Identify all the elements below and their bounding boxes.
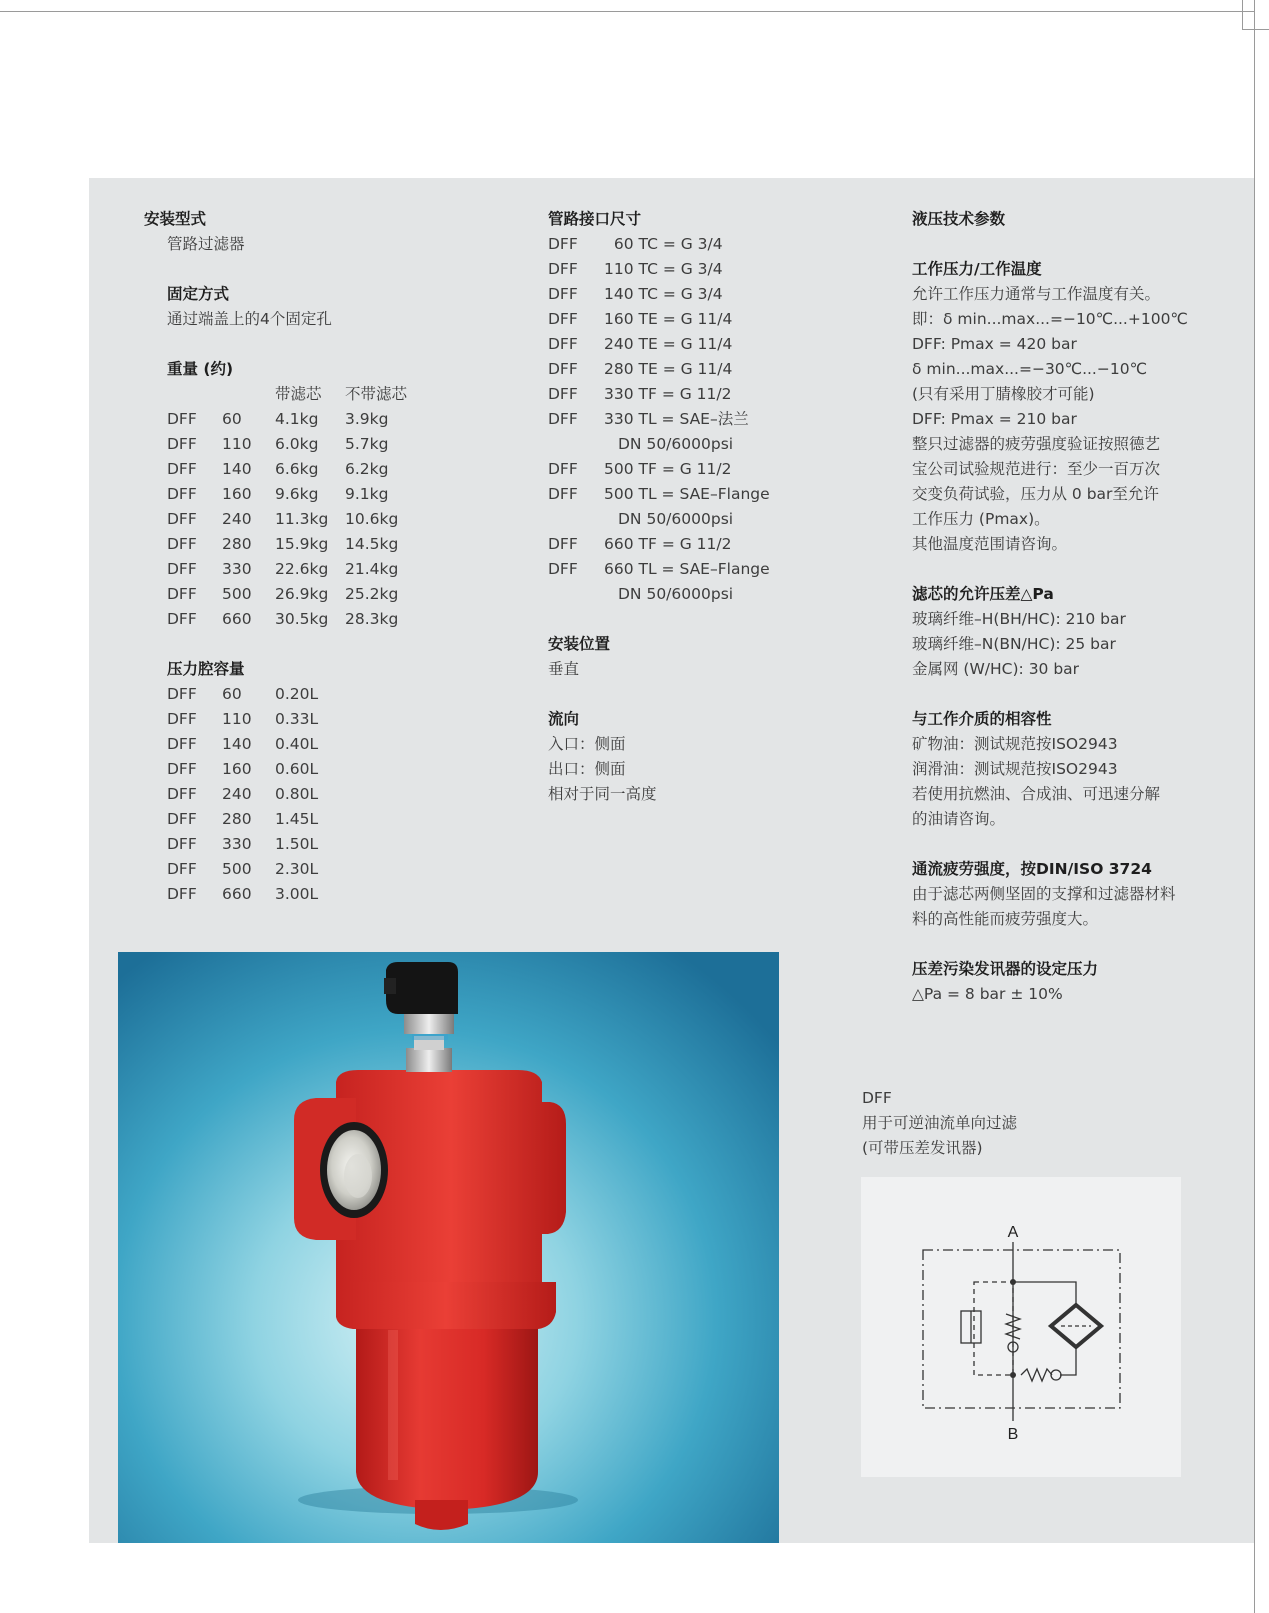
size-cell: 660 <box>222 885 252 903</box>
size-cell: 160 <box>222 485 252 503</box>
model-cell: DFF <box>548 310 578 328</box>
port-spec-cell: 660 TF = G 11/2 <box>604 535 732 553</box>
port-spec-cell: DN 50/6000psi <box>618 510 734 528</box>
port-spec-cell: 330 TL = SAE–法兰 <box>604 410 749 428</box>
size-cell: 160 <box>222 760 252 778</box>
connector-screw <box>384 978 396 994</box>
crop-mark <box>1242 0 1243 30</box>
junction-dot <box>1010 1279 1016 1285</box>
weight-without-cell: 6.2kg <box>345 460 389 478</box>
crop-line-top <box>0 11 1255 12</box>
dp-line: 金属网 (W/HC): 30 bar <box>912 660 1080 678</box>
port-spec-cell: DN 50/6000psi <box>618 585 734 603</box>
caption-model: DFF <box>862 1089 892 1107</box>
port-spec-cell: 160 TE = G 11/4 <box>604 310 733 328</box>
volume-row <box>167 807 407 832</box>
flow-line: 出口：侧面 <box>548 760 626 778</box>
model-cell <box>548 432 604 457</box>
port-spec-cell: 330 TF = G 11/2 <box>604 385 732 403</box>
fatigue-heading: 通流疲劳强度，按DIN/ISO 3724 <box>912 860 1152 878</box>
port-row <box>548 507 770 532</box>
filter-illustration <box>118 952 779 1543</box>
model-cell: DFF <box>548 385 578 403</box>
fix-value: 通过端盖上的4个固定孔 <box>167 310 332 328</box>
model-cell: DFF <box>548 260 578 278</box>
model-cell: DFF <box>548 410 578 428</box>
model-cell <box>548 507 604 532</box>
port-row <box>548 482 770 507</box>
filter-bowl <box>356 1310 538 1510</box>
weight-col-without: 不带滤芯 <box>345 385 408 403</box>
pt-line: δ min...max...=−30℃...−10℃ <box>912 360 1147 378</box>
weight-with-cell: 11.3kg <box>275 510 329 528</box>
weight-row <box>167 457 407 482</box>
electrical-connector <box>386 962 458 1014</box>
weight-without-cell: 25.2kg <box>345 585 399 603</box>
inner-frame <box>974 1282 1013 1375</box>
size-cell: 330 <box>222 560 252 578</box>
caption-line2: (可带压差发讯器) <box>862 1139 983 1157</box>
highlight <box>388 1330 398 1480</box>
weight-row <box>167 532 407 557</box>
pt-heading: 工作压力/工作温度 <box>912 260 1042 278</box>
pt-line: 即：δ min...max...=−10℃...+100℃ <box>912 310 1188 328</box>
schematic-symbol <box>861 1177 1181 1477</box>
position-value: 垂直 <box>548 660 580 678</box>
port-row <box>548 432 770 457</box>
caption-line1: 用于可逆油流单向过滤 <box>862 1114 1018 1132</box>
weight-without-cell: 21.4kg <box>345 560 399 578</box>
drain-plug <box>415 1500 468 1530</box>
volume-cell: 0.80L <box>275 785 319 803</box>
volume-row <box>167 857 407 882</box>
compat-heading: 与工作介质的相容性 <box>912 710 1052 728</box>
indicator-heading: 压差污染发讯器的设定压力 <box>912 960 1099 978</box>
pt-line: (只有采用丁腈橡胶才可能) <box>912 385 1095 403</box>
filter-inlet-line <box>1013 1282 1076 1307</box>
pt-line: 宝公司试验规范进行：至少一百万次 <box>912 460 1161 478</box>
flow-heading: 流向 <box>548 710 580 728</box>
model-cell: DFF <box>548 235 578 253</box>
port-row <box>548 332 770 357</box>
port-row <box>548 257 770 282</box>
volume-row <box>167 707 407 732</box>
port-row <box>548 532 770 557</box>
port-spec-cell: 280 TE = G 11/4 <box>604 360 733 378</box>
port-spec-cell: 110 TC = G 3/4 <box>604 260 723 278</box>
weight-row <box>167 482 407 507</box>
fix-heading: 固定方式 <box>167 285 230 303</box>
indicator-hex <box>406 1048 452 1072</box>
size-cell: 60 <box>222 685 242 703</box>
model-cell: DFF <box>167 760 197 778</box>
volume-cell: 1.45L <box>275 810 319 828</box>
size-cell: 330 <box>222 835 252 853</box>
flow-line: 相对于同一高度 <box>548 785 657 803</box>
volume-row <box>167 682 407 707</box>
dp-line: 玻璃纤维–H(BH/HC): 210 bar <box>912 610 1126 628</box>
volume-cell: 1.50L <box>275 835 319 853</box>
port-b-label: B <box>1007 1426 1019 1443</box>
port-row <box>548 457 770 482</box>
model-cell: DFF <box>548 285 578 303</box>
indicator-nut <box>404 1012 454 1034</box>
volume-cell: 0.33L <box>275 710 319 728</box>
port-row <box>548 557 770 582</box>
junction-dot <box>1010 1372 1016 1378</box>
pt-line: 其他温度范围请咨询。 <box>912 535 1068 553</box>
mount-heading: 安装型式 <box>144 210 207 228</box>
compat-line: 若使用抗燃油、合成油、可迅速分解 <box>912 785 1161 803</box>
model-cell: DFF <box>167 585 197 603</box>
weight-with-cell: 30.5kg <box>275 610 329 628</box>
port-row <box>548 382 770 407</box>
weight-without-cell: 3.9kg <box>345 410 389 428</box>
size-cell: 500 <box>222 585 252 603</box>
weight-without-cell: 14.5kg <box>345 535 399 553</box>
port-a-label: A <box>1007 1224 1019 1241</box>
size-cell: 280 <box>222 535 252 553</box>
model-cell: DFF <box>167 560 197 578</box>
fatigue-line: 料的高性能而疲劳强度大。 <box>912 910 1099 928</box>
port-spec-cell: 500 TF = G 11/2 <box>604 460 732 478</box>
port-spec-cell: DN 50/6000psi <box>618 435 734 453</box>
ports-heading: 管路接口尺寸 <box>548 210 642 228</box>
position-heading: 安装位置 <box>548 635 611 653</box>
weight-row <box>167 582 407 607</box>
volume-row <box>167 732 407 757</box>
weight-with-cell: 9.6kg <box>275 485 319 503</box>
port-row <box>548 582 770 607</box>
size-cell: 660 <box>222 610 252 628</box>
size-cell: 240 <box>222 785 252 803</box>
weight-without-cell: 9.1kg <box>345 485 389 503</box>
weight-col-with: 带滤芯 <box>275 385 322 403</box>
model-cell: DFF <box>548 360 578 378</box>
hydraulic-schematic <box>861 1177 1181 1477</box>
volume-cell: 0.40L <box>275 735 319 753</box>
crop-line-right <box>1254 0 1255 1613</box>
model-cell: DFF <box>167 710 197 728</box>
check-spring <box>1021 1369 1052 1381</box>
model-cell: DFF <box>167 860 197 878</box>
model-cell: DFF <box>167 885 197 903</box>
fatigue-text <box>912 882 1188 932</box>
weight-row <box>167 432 407 457</box>
size-cell: 140 <box>222 460 252 478</box>
compat-text <box>912 732 1188 832</box>
model-cell: DFF <box>548 460 578 478</box>
weight-row <box>167 507 407 532</box>
volume-cell: 2.30L <box>275 860 319 878</box>
compat-line: 的油请咨询。 <box>912 810 1006 828</box>
model-cell: DFF <box>548 485 578 503</box>
weight-without-cell: 28.3kg <box>345 610 399 628</box>
check-ball <box>1051 1370 1061 1380</box>
weight-with-cell: 6.6kg <box>275 460 319 478</box>
model-cell: DFF <box>167 810 197 828</box>
size-cell: 60 <box>222 410 242 428</box>
volume-row <box>167 882 407 907</box>
model-cell: DFF <box>167 485 197 503</box>
dp-line: 玻璃纤维–N(BN/HC): 25 bar <box>912 635 1116 653</box>
ports-table <box>548 232 770 607</box>
weight-without-cell: 10.6kg <box>345 510 399 528</box>
weight-with-cell: 6.0kg <box>275 435 319 453</box>
weight-row <box>167 407 407 432</box>
pt-line: DFF: Pmax = 420 bar <box>912 335 1077 353</box>
pt-line: 工作压力 (Pmax)。 <box>912 510 1050 528</box>
port-spec-cell: 60 TC = G 3/4 <box>604 235 723 253</box>
model-cell: DFF <box>167 610 197 628</box>
tech-heading: 液压技术参数 <box>912 210 1006 228</box>
model-cell <box>548 582 604 607</box>
model-cell: DFF <box>548 535 578 553</box>
dp-heading: 滤芯的允许压差△Pa <box>912 585 1054 603</box>
weight-header-row <box>167 382 407 407</box>
size-cell: 240 <box>222 510 252 528</box>
weight-with-cell: 15.9kg <box>275 535 329 553</box>
dp-text <box>912 607 1188 682</box>
port-spec-cell: 140 TC = G 3/4 <box>604 285 723 303</box>
pt-text <box>912 282 1188 557</box>
model-cell: DFF <box>167 435 197 453</box>
size-cell: 500 <box>222 860 252 878</box>
volume-cell: 0.20L <box>275 685 319 703</box>
model-cell: DFF <box>167 685 197 703</box>
schematic-caption <box>862 1086 1017 1161</box>
right-column <box>912 207 1188 1007</box>
weight-without-cell: 5.7kg <box>345 435 389 453</box>
head-collar <box>336 1282 556 1329</box>
pt-line: 整只过滤器的疲劳强度验证按照德艺 <box>912 435 1161 453</box>
weight-row <box>167 607 407 632</box>
model-cell: DFF <box>548 335 578 353</box>
crop-mark <box>1242 29 1269 30</box>
pt-line: 交变负荷试验，压力从 0 bar至允许 <box>912 485 1159 503</box>
size-cell: 110 <box>222 710 252 728</box>
volume-heading: 压力腔容量 <box>167 660 245 678</box>
compat-line: 润滑油：测试规范按ISO2943 <box>912 760 1118 778</box>
model-cell: DFF <box>167 460 197 478</box>
port-row <box>548 282 770 307</box>
weight-heading: 重量 (约) <box>167 360 234 378</box>
pt-line: DFF: Pmax = 210 bar <box>912 410 1077 428</box>
volume-cell: 3.00L <box>275 885 319 903</box>
size-cell: 280 <box>222 810 252 828</box>
weight-with-cell: 4.1kg <box>275 410 319 428</box>
middle-column <box>548 207 770 807</box>
port-spec-cell: 500 TL = SAE–Flange <box>604 485 770 503</box>
pt-line: 允许工作压力通常与工作温度有关。 <box>912 285 1161 303</box>
volume-row <box>167 782 407 807</box>
volume-row <box>167 832 407 857</box>
left-column <box>144 207 407 907</box>
port-spec-cell: 240 TE = G 11/4 <box>604 335 733 353</box>
weight-table <box>167 407 407 632</box>
volume-table <box>167 682 407 907</box>
weight-row <box>167 557 407 582</box>
weight-with-cell: 22.6kg <box>275 560 329 578</box>
size-cell: 140 <box>222 735 252 753</box>
compat-line: 矿物油：测试规范按ISO2943 <box>912 735 1118 753</box>
weight-with-cell: 26.9kg <box>275 585 329 603</box>
volume-row <box>167 757 407 782</box>
model-cell: DFF <box>167 785 197 803</box>
model-cell: DFF <box>167 535 197 553</box>
model-cell: DFF <box>167 735 197 753</box>
port-row <box>548 357 770 382</box>
product-photo <box>118 952 779 1543</box>
inlet-port-inner <box>344 1154 372 1198</box>
model-cell: DFF <box>167 835 197 853</box>
indicator-value: △Pa = 8 bar ± 10% <box>912 985 1063 1003</box>
size-cell: 110 <box>222 435 252 453</box>
model-cell: DFF <box>548 560 578 578</box>
port-row <box>548 407 770 432</box>
model-cell: DFF <box>167 510 197 528</box>
model-cell: DFF <box>167 410 197 428</box>
flow-line: 入口：侧面 <box>548 735 626 753</box>
port-spec-cell: 660 TL = SAE–Flange <box>604 560 770 578</box>
volume-cell: 0.60L <box>275 760 319 778</box>
mount-value: 管路过滤器 <box>167 235 245 253</box>
filter-outlet-line <box>1060 1345 1076 1375</box>
port-row <box>548 307 770 332</box>
fatigue-line: 由于滤芯两侧坚固的支撑和过滤器材料 <box>912 885 1176 903</box>
port-row <box>548 232 770 257</box>
